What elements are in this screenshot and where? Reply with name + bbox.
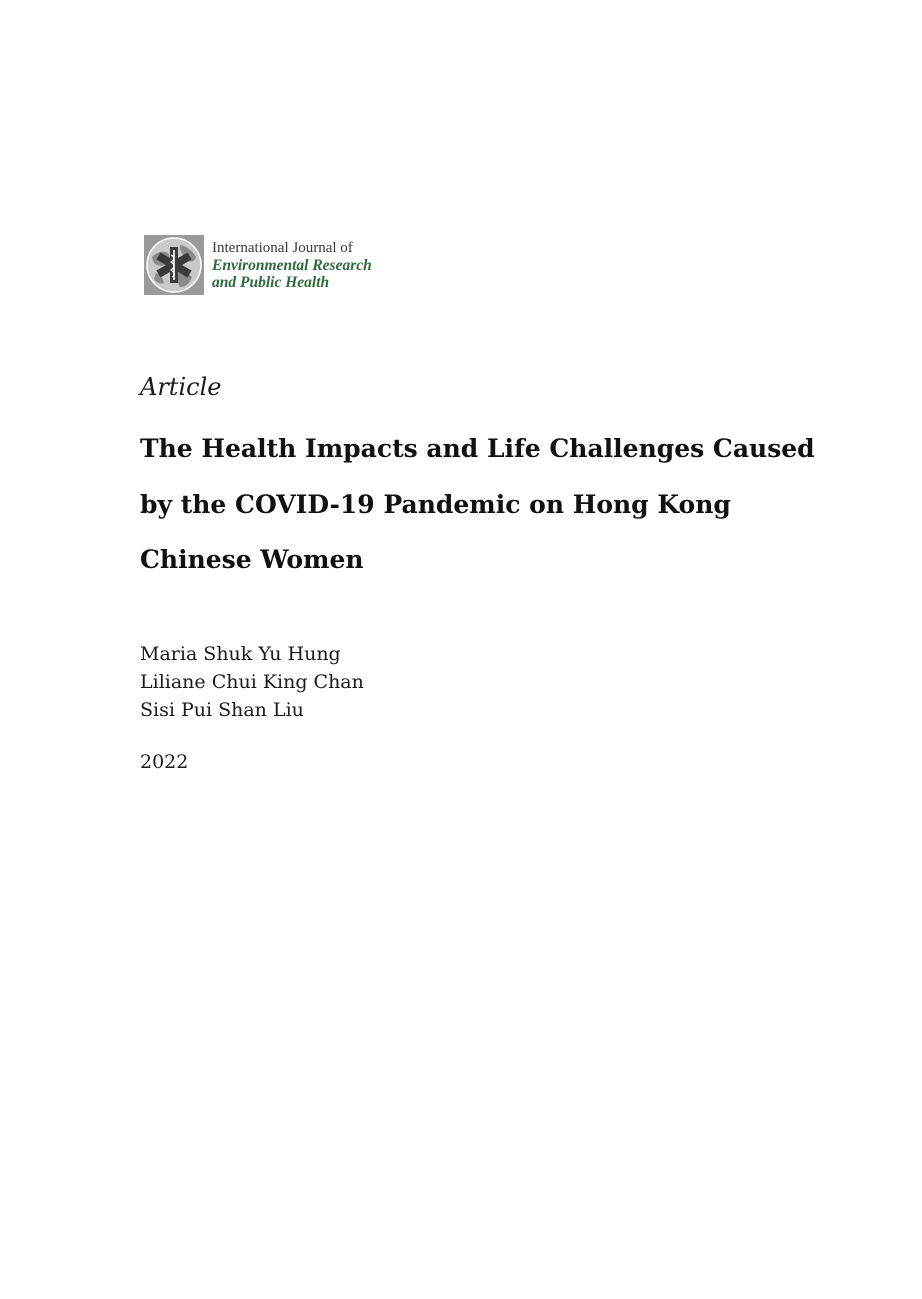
journal-name-line3: and Public Health xyxy=(212,273,330,291)
journal-name xyxy=(212,240,372,291)
globe-star-of-life-icon xyxy=(144,235,204,295)
article-type: Article xyxy=(140,373,222,401)
author-name: Maria Shuk Yu Hung xyxy=(140,643,341,665)
journal-name-line1: International Journal of xyxy=(212,239,353,256)
journal-logo xyxy=(144,235,372,295)
author-name: Sisi Pui Shan Liu xyxy=(140,699,304,721)
publication-year: 2022 xyxy=(140,751,189,773)
author-name: Liliane Chui King Chan xyxy=(140,671,364,693)
paper-title: The Health Impacts and Life Challenges Caused by the COVID-19 Pandemic on Hong Kong Chinese Women xyxy=(140,434,815,574)
journal-name-line2: Environmental Research xyxy=(212,256,372,274)
author-list xyxy=(140,640,364,724)
